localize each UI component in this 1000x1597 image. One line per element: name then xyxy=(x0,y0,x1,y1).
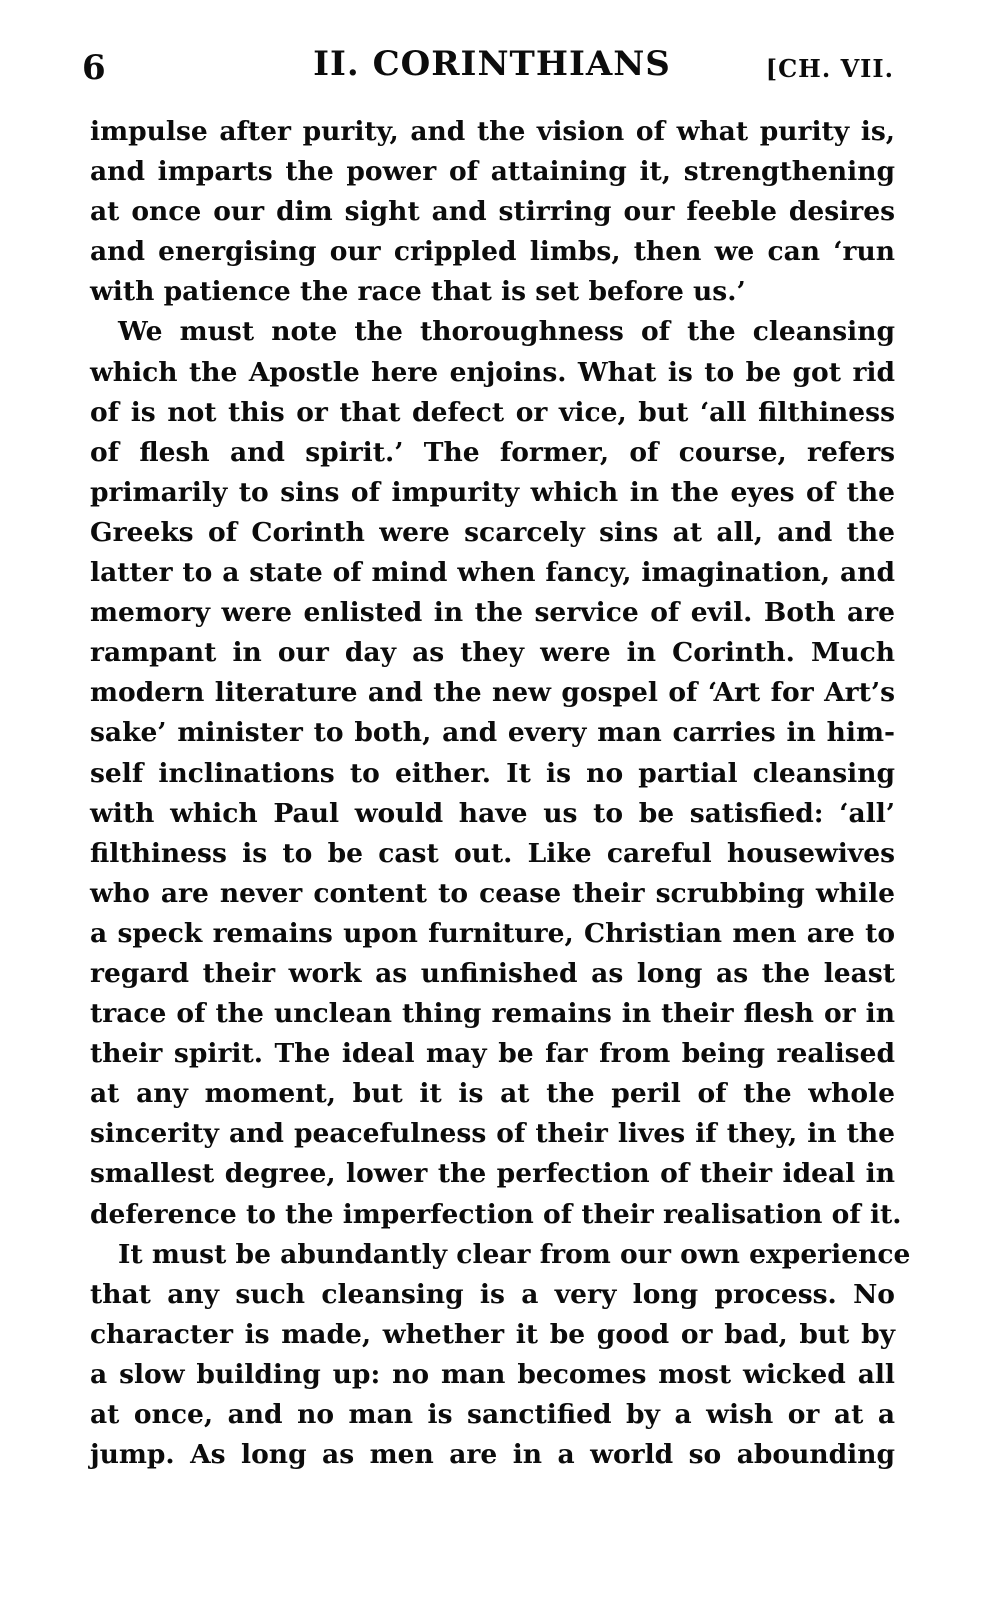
text-line: smallest degree, lower the perfection of their ideal in xyxy=(90,1158,895,1190)
text-line: Greeks of Corinth were scarcely sins at all, and the xyxy=(90,516,895,548)
text-line: filthiness is to be cast out. Like careful housewives xyxy=(90,837,895,869)
text-line: at once, and no man is sanctified by a wish or at a xyxy=(90,1399,895,1430)
text-line: sake’ minister to both, and every man carries in him- xyxy=(90,717,895,749)
text-line: sincerity and peacefulness of their lives if they, in the xyxy=(90,1118,895,1150)
text-line: We must note the thoroughness of the cleansing xyxy=(118,316,895,348)
text-line: jump. As long as men are in a world so abounding xyxy=(90,1439,895,1471)
text-line: rampant in our day as they were in Corinth. Much xyxy=(90,637,895,669)
text-line: who are never content to cease their scrubbing while xyxy=(90,877,895,909)
chapter-reference: [CH. VII. xyxy=(765,54,894,83)
text-line: at once our dim sight and stirring our feeble desires xyxy=(90,196,895,228)
text-line: trace of the unclean thing remains in their flesh or in xyxy=(90,998,895,1030)
body-text xyxy=(90,112,911,1475)
text-line: their spirit. The ideal may be far from being realised xyxy=(90,1038,895,1070)
running-title: II. CORINTHIANS xyxy=(313,44,671,84)
text-line: that any such cleansing is a very long process. No xyxy=(90,1278,895,1310)
page-number: 6 xyxy=(82,48,106,88)
paragraph-2 xyxy=(90,312,902,1234)
text-line: memory were enlisted in the service of evil. Both are xyxy=(90,597,895,629)
text-line: regard their work as unfinished as long as the least xyxy=(90,957,895,989)
paragraph-1 xyxy=(90,112,895,312)
paragraph-3 xyxy=(90,1235,911,1476)
text-line: primarily to sins of impurity which in the eyes of the xyxy=(90,476,895,508)
text-line: It must be abundantly clear from our own experience xyxy=(118,1238,911,1270)
text-line: of is not this or that defect or vice, but ‘all filthiness xyxy=(90,396,895,428)
text-line: and imparts the power of attaining it, strengthening xyxy=(90,156,895,188)
text-line: at any moment, but it is at the peril of the whole xyxy=(90,1078,895,1110)
text-line: with patience the race that is set before us.’ xyxy=(90,276,746,308)
text-line: a slow building up: no man becomes most wicked all xyxy=(90,1358,895,1390)
page-header xyxy=(82,42,894,92)
text-line: and energising our crippled limbs, then we can ‘run xyxy=(90,236,895,268)
text-line: latter to a state of mind when fancy, imagination, and xyxy=(90,557,895,589)
text-line: of flesh and spirit.’ The former, of course, refers xyxy=(90,436,895,468)
text-line: character is made, whether it be good or bad, but by xyxy=(90,1318,895,1350)
text-line: self inclinations to either. It is no partial cleansing xyxy=(90,757,895,789)
text-line: impulse after purity, and the vision of what purity is, xyxy=(90,116,895,147)
text-line: with which Paul would have us to be satisfied: ‘all’ xyxy=(90,797,895,829)
text-line: a speck remains upon furniture, Christian men are to xyxy=(90,917,895,949)
text-line: modern literature and the new gospel of ‘Art for Art’s xyxy=(90,677,895,709)
text-line: which the Apostle here enjoins. What is to be got rid xyxy=(90,356,895,388)
text-line: deference to the imperfection of their realisation of it. xyxy=(90,1198,902,1230)
